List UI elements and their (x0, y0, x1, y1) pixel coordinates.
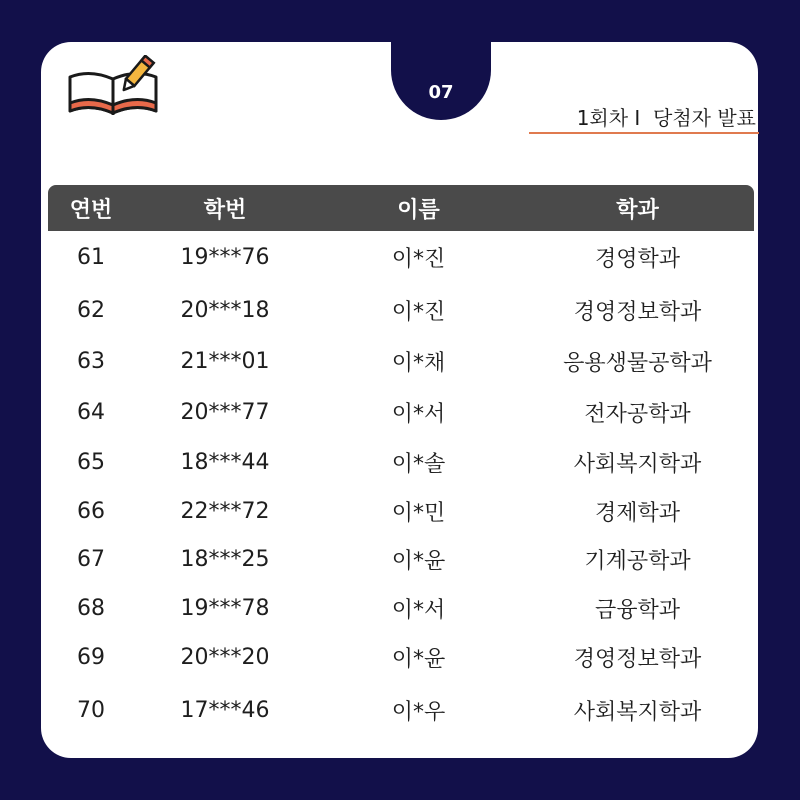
cell-name: 이*윤 (391, 549, 446, 574)
cell-student-id: 22***72 (180, 498, 270, 524)
cell-number: 62 (77, 297, 105, 323)
cell-department: 사회복지학과 (573, 700, 702, 725)
cell-number: 63 (77, 349, 105, 374)
title-underline (529, 132, 759, 134)
section-title: 1회차 I 당첨자 발표 (576, 106, 756, 130)
book-pencil-icon (67, 55, 159, 121)
cell-number: 67 (77, 547, 105, 572)
cell-department: 사회복지학과 (573, 452, 702, 477)
table-row (48, 487, 754, 535)
cell-number: 69 (77, 645, 105, 670)
table-row (48, 535, 754, 584)
column-header-number: 연번 (69, 197, 113, 223)
table-row (48, 632, 754, 683)
cell-department: 전자공학과 (584, 402, 691, 427)
cell-name: 이*우 (391, 700, 446, 725)
cell-number: 68 (77, 595, 105, 621)
cell-number: 66 (77, 498, 105, 524)
table-row (48, 284, 754, 336)
cell-student-id: 20***20 (180, 645, 270, 670)
cell-name: 이*윤 (391, 647, 446, 672)
cell-student-id: 17***46 (180, 698, 270, 723)
cell-name: 이*솔 (391, 452, 446, 477)
page-number: 07 (428, 82, 454, 103)
cell-name: 이*진 (391, 299, 446, 325)
cell-number: 65 (77, 450, 105, 475)
cell-name: 이*채 (391, 351, 446, 376)
winners-table (48, 185, 754, 738)
cell-number: 70 (77, 698, 105, 723)
cell-department: 경영학과 (594, 247, 680, 272)
cell-department: 기계공학과 (584, 549, 691, 574)
cell-number: 61 (77, 245, 105, 270)
cell-student-id: 19***76 (180, 245, 270, 270)
table-row (48, 438, 754, 487)
cell-department: 금융학과 (594, 597, 680, 623)
table-row (48, 231, 754, 284)
cell-student-id: 18***25 (180, 547, 270, 572)
cell-student-id: 18***44 (180, 450, 270, 475)
table-row (48, 387, 754, 438)
cell-name: 이*민 (391, 500, 446, 526)
table-header (48, 185, 754, 231)
column-header-student-id: 학번 (203, 197, 247, 223)
cell-name: 이*서 (391, 597, 446, 623)
cell-student-id: 20***77 (180, 400, 270, 425)
column-header-name: 이름 (397, 197, 440, 223)
table-row (48, 683, 754, 738)
cell-number: 64 (77, 400, 105, 425)
cell-department: 경영정보학과 (573, 647, 702, 672)
table-row (48, 336, 754, 387)
cell-student-id: 20***18 (180, 297, 270, 323)
cell-student-id: 19***78 (180, 595, 270, 621)
cell-student-id: 21***01 (180, 349, 270, 374)
cell-name: 이*진 (391, 247, 446, 272)
page-number-tab (391, 36, 491, 120)
cell-name: 이*서 (391, 402, 446, 427)
cell-department: 응용생물공학과 (563, 351, 712, 376)
cell-department: 경제학과 (594, 500, 680, 526)
column-header-department: 학과 (616, 197, 659, 223)
table-row (48, 584, 754, 632)
cell-department: 경영정보학과 (573, 299, 702, 325)
